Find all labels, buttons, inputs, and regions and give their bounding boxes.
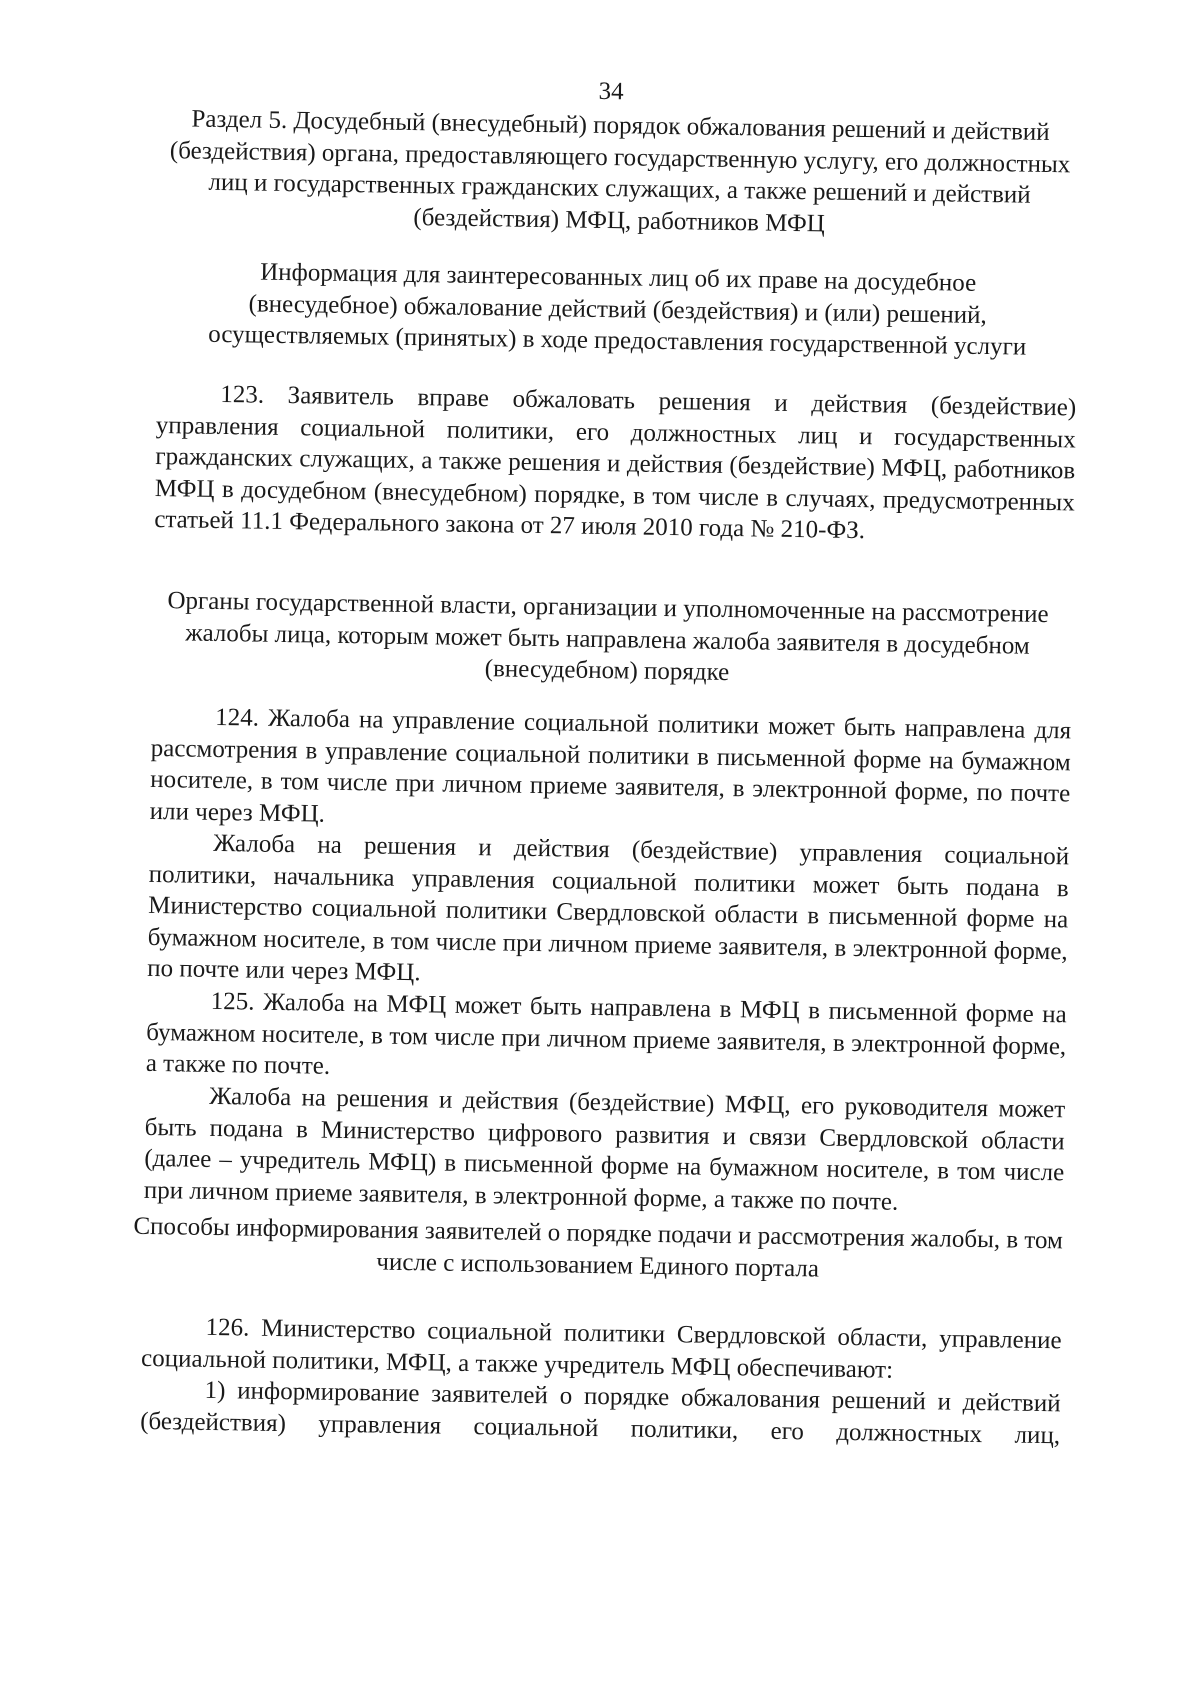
section-title: Раздел 5. Досудебный (внесудебный) порядок обжалования решений и действий (бездействия) органа, предоставляющего государственную услугу, его должностных лиц и государственных гражданских служащих, а также решений и действий (бездействия) МФЦ, работников МФЦ (169, 105, 1071, 237)
paragraph-126-item-1: 1) информирование заявителей о порядке обжалования решений и действий (бездействия) управления социальной политики, его должностных лиц, (139, 1376, 1061, 1449)
paragraph-126: 126. Министерство социальной политики Свердловской области, управление социальной политики, МФЦ, а также учредитель МФЦ обеспечивают: (140, 1313, 1062, 1384)
paragraph-125: 125. Жалоба на МФЦ может быть направлена в МФЦ в письменной форме на бумажном носителе, в том числе при личном приеме заявителя, в электронной форме, а также по почте. (145, 987, 1067, 1080)
page-number: 34 (598, 77, 624, 106)
paragraph-124: 124. Жалоба на управление социальной политики может быть направлена для рассмотрения в управление социальной политики в письменной форме на бумажном носителе, в том числе при личном приеме заявителя, в электронной форме, по почте или через МФЦ. (149, 703, 1072, 828)
subheading-appeal-info: Информация для заинтересованных лиц об их праве на досудебное (внесудебное) обжалование действий (бездействия) и (или) решений, осуществляемых (принятых) в ходе предоставления государственной услуги (208, 258, 1027, 361)
subheading-informing-methods: Способы информирования заявителей о порядке подачи и рассмотрения жалобы, в том числе с использованием Единого портала (133, 1212, 1064, 1282)
paragraph-123: 123. Заявитель вправе обжаловать решения и действия (бездействие) управления социальной политики, его должностных лиц и государственных гражданских служащих, а также решения и действия (бездействие) МФЦ, работников МФЦ в досудебном (внесудебном) порядке, в том числе в случаях, предусмотренных статьей 11.1 Федерального закона от 27 июля 2010 года № 210-ФЗ. (154, 380, 1077, 545)
paragraph-125-founder: Жалоба на решения и действия (бездействие) МФЦ, его руководителя может быть подана в Министерство цифрового развития и связи Свердловской области (далее – учредитель МФЦ) в письменной форме на бумажном носителе, в том числе при личном приеме заявителя, в электронной форме, а также по почте. (143, 1082, 1066, 1216)
paragraph-124-ministry: Жалоба на решения и действия (бездействие) управления социальной политики, начальника управления социальной политики может быть подана в Министерство социальной политики Свердловской области в письменной форме на бумажном носителе, в том числе при личном приеме заявителя, в электронной форме, по почте или через МФЦ. (147, 829, 1070, 987)
subheading-authorities: Органы государственной власти, организации и уполномоченные на рассмотрение жалобы лица, которым может быть направлена жалоба заявителя в досудебном (внесудебном) порядке (167, 587, 1049, 687)
